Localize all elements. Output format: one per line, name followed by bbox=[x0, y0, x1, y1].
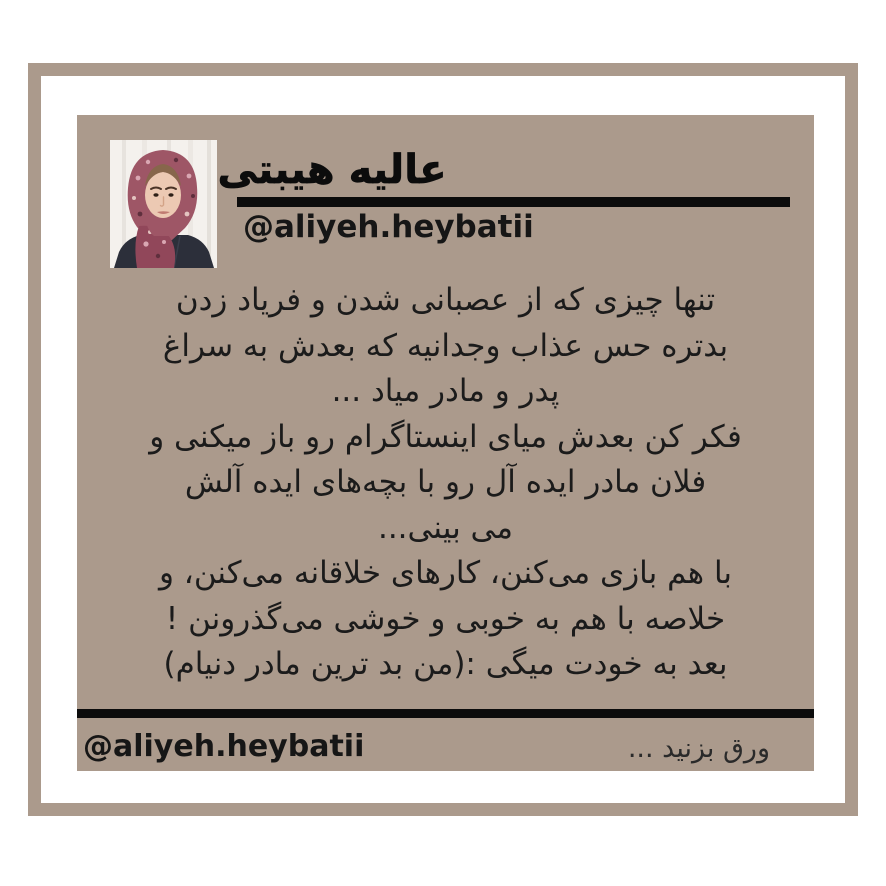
post-body-line: بدتره حس عذاب وجدانیه که بعدش به سراغ bbox=[162, 327, 729, 364]
header-username: @aliyeh.heybatii bbox=[243, 209, 534, 245]
post-body-line: با هم بازی می‌کنن، کارهای خلاقانه می‌کنن، و bbox=[158, 555, 733, 591]
portrait-woman-headscarf-image bbox=[110, 140, 217, 268]
post-body-line: فکر کن بعدش میای اینستاگرام رو باز میکنی و bbox=[149, 418, 742, 455]
post-body-line: خلاصه با هم به خوبی و خوشی می‌گذرونن ! bbox=[165, 600, 726, 637]
quote-card bbox=[77, 115, 814, 771]
post-body-line: پدر و مادر میاد ... bbox=[331, 373, 560, 409]
footer-divider bbox=[77, 709, 814, 718]
post-body-line: فلان مادر ایده آل رو با بچه‌های ایده آلش bbox=[184, 464, 707, 500]
author-name: عالیه هیبتی bbox=[217, 147, 447, 193]
profile-photo bbox=[110, 140, 217, 268]
post-body-line: می بینی... bbox=[377, 509, 514, 546]
footer-username: @aliyeh.heybatii bbox=[83, 729, 365, 764]
swipe-prompt: ورق بزنید ... bbox=[627, 733, 770, 764]
post-body bbox=[77, 278, 814, 688]
post-body-line: تنها چیزی که از عصبانی شدن و فریاد زدن bbox=[175, 282, 716, 318]
header-divider bbox=[237, 197, 790, 207]
post-body-line: بعد به خودت میگی :(من بد ترین مادر دنیام) bbox=[163, 646, 728, 682]
